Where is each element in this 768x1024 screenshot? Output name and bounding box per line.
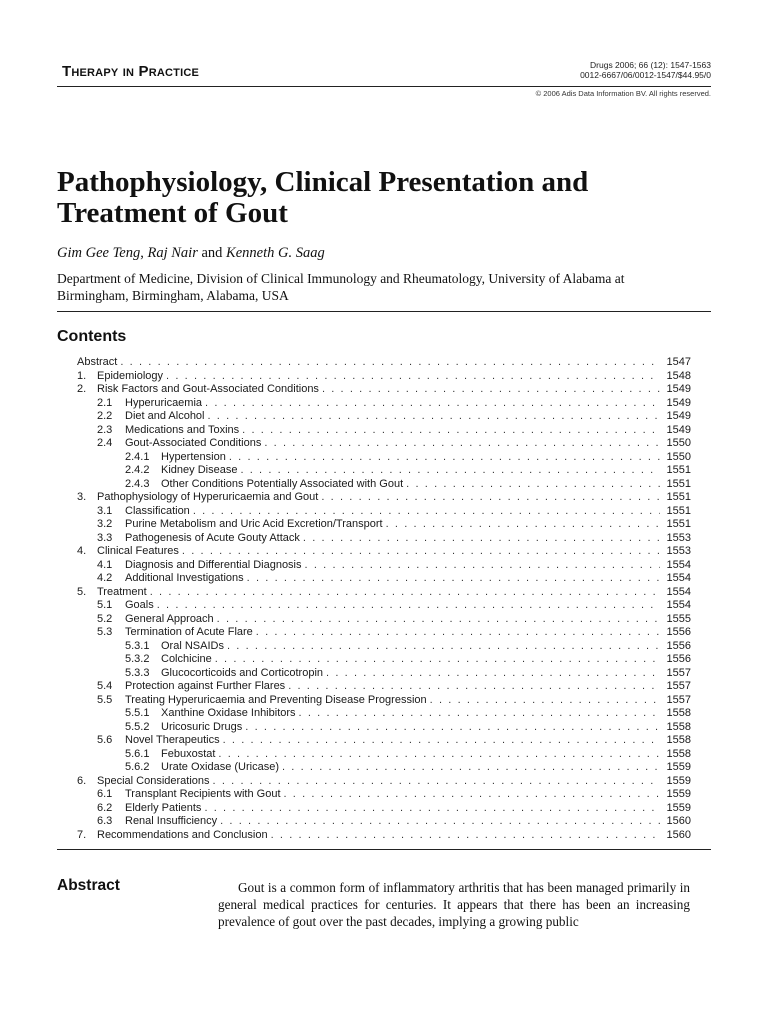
toc-entry[interactable] — [57, 383, 691, 397]
toc-entry-title: Hypertension — [161, 450, 226, 463]
toc-entry-title: Diet and Alcohol — [125, 410, 205, 422]
toc-entry-title: Special Considerations — [97, 774, 210, 787]
toc-entry-number: 5.5.1 — [125, 707, 150, 719]
author-affiliation: Department of Medicine, Division of Clinical Immunology and Rheumatology, University of Alabama at Birmingham, Birmingham, Alabama, USA — [57, 271, 625, 303]
toc-dot-leader — [322, 383, 660, 397]
toc-entry-page: 1559 — [666, 774, 691, 787]
toc-entry[interactable] — [57, 788, 691, 802]
toc-entry-title: Epidemiology — [97, 369, 164, 382]
toc-entry-page: 1558 — [666, 734, 691, 746]
toc-entry-title: Diagnosis and Differential Diagnosis — [125, 558, 302, 571]
toc-entry[interactable] — [57, 667, 691, 681]
toc-dot-leader — [166, 370, 660, 384]
toc-dot-leader — [242, 424, 660, 438]
toc-entry-title: Medications and Toxins — [125, 423, 240, 436]
toc-entry-page: 1560 — [666, 828, 691, 841]
toc-entry-number: 5.5 — [97, 693, 113, 706]
toc-entry-page: 1559 — [666, 788, 691, 800]
toc-entry-title: General Approach — [125, 612, 214, 625]
toc-entry[interactable] — [57, 532, 691, 546]
toc-dot-leader — [430, 694, 660, 708]
toc-entry-title: Xanthine Oxidase Inhibitors — [161, 707, 296, 719]
toc-entry[interactable] — [57, 734, 691, 748]
toc-entry[interactable] — [57, 370, 691, 384]
toc-entry[interactable] — [57, 518, 691, 532]
toc-entry[interactable] — [57, 815, 691, 829]
author-list — [57, 245, 325, 262]
toc-entry-title: Purine Metabolism and Uric Acid Excretion/Transport — [125, 518, 383, 530]
toc-entry-title: Additional Investigations — [125, 572, 244, 584]
toc-entry-title: Goals — [125, 599, 154, 611]
toc-entry[interactable] — [57, 653, 691, 667]
toc-dot-leader — [305, 559, 660, 573]
toc-dot-leader — [213, 775, 660, 789]
toc-dot-leader — [182, 545, 660, 559]
toc-entry-title: Hyperuricaemia — [125, 396, 203, 409]
toc-entry-number: 5.4 — [97, 680, 113, 692]
toc-dot-leader — [208, 410, 661, 424]
toc-dot-leader — [271, 829, 660, 843]
toc-entry-number: 4.2 — [97, 572, 113, 584]
toc-dot-leader — [204, 802, 660, 816]
toc-entry-number: 5.1 — [97, 599, 113, 611]
toc-entry-number: 4.1 — [97, 558, 113, 571]
toc-entry[interactable] — [57, 545, 691, 559]
toc-entry[interactable] — [57, 356, 691, 370]
section-label: Therapy in Practice — [62, 63, 200, 80]
toc-dot-leader — [284, 788, 661, 802]
toc-entry[interactable] — [57, 775, 691, 789]
toc-entry-number: 2.3 — [97, 423, 113, 436]
toc-entry[interactable] — [57, 491, 691, 505]
toc-entry[interactable] — [57, 397, 691, 411]
toc-entry-page: 1551 — [666, 464, 691, 476]
toc-entry-title: Oral NSAIDs — [161, 639, 224, 652]
toc-entry-page: 1557 — [666, 666, 691, 679]
author-name: Gim Gee Teng — [57, 245, 141, 261]
toc-dot-leader — [326, 667, 660, 681]
toc-entry-page: 1553 — [666, 531, 691, 544]
toc-dot-leader — [215, 653, 660, 667]
toc-entry[interactable] — [57, 680, 691, 694]
author-name: Kenneth G. Saag — [226, 245, 325, 261]
table-of-contents — [57, 356, 691, 842]
toc-entry[interactable] — [57, 761, 691, 775]
toc-entry-number: 3.1 — [97, 504, 113, 517]
toc-entry-title: Febuxostat — [161, 747, 216, 760]
toc-entry-number: 6.1 — [97, 788, 113, 800]
toc-entry-page: 1557 — [666, 680, 691, 692]
toc-entry-page: 1558 — [666, 747, 691, 760]
toc-entry-page: 1556 — [666, 653, 691, 665]
journal-info — [580, 60, 711, 80]
toc-dot-leader — [282, 761, 660, 775]
toc-entry[interactable] — [57, 613, 691, 627]
toc-entry-page: 1558 — [666, 720, 691, 733]
toc-entry-number: 5.3.1 — [125, 639, 150, 652]
toc-entry-number: 2. — [77, 383, 87, 395]
toc-dot-leader — [264, 437, 660, 451]
toc-entry-number: 2.1 — [97, 396, 113, 409]
toc-dot-leader — [386, 518, 660, 532]
toc-entry[interactable] — [57, 694, 691, 708]
toc-entry-title: Uricosuric Drugs — [161, 720, 243, 733]
toc-entry-page: 1551 — [666, 518, 691, 530]
toc-dot-leader — [227, 640, 660, 654]
toc-entry-number: 5. — [77, 585, 87, 598]
contents-heading: Contents — [57, 328, 127, 345]
toc-entry-title: Recommendations and Conclusion — [97, 828, 268, 841]
toc-entry[interactable] — [57, 424, 691, 438]
toc-entry[interactable] — [57, 437, 691, 451]
toc-entry-title: Protection against Further Flares — [125, 680, 286, 692]
toc-entry-page: 1554 — [666, 558, 691, 571]
toc-entry-page: 1549 — [666, 423, 691, 436]
toc-entry-page: 1554 — [666, 599, 691, 611]
toc-entry-page: 1553 — [666, 545, 691, 557]
toc-dot-leader — [205, 397, 660, 411]
journal-citation: Drugs 2006; 66 (12): 1547-1563 — [590, 60, 711, 70]
toc-entry-number: 5.3.3 — [125, 666, 150, 679]
toc-entry-page: 1549 — [666, 383, 691, 395]
toc-entry-number: 2.4.3 — [125, 477, 150, 490]
toc-entry-title: Treatment — [97, 585, 147, 598]
toc-entry-page: 1557 — [666, 693, 691, 706]
abstract-heading: Abstract — [57, 877, 120, 894]
toc-entry-title: Abstract — [77, 356, 118, 368]
toc-entry[interactable] — [57, 748, 691, 762]
toc-entry-page: 1556 — [666, 639, 691, 652]
copyright-notice: © 2006 Adis Data Information BV. All rights reserved. — [535, 89, 711, 98]
toc-entry-number: 6.2 — [97, 801, 113, 814]
toc-entry-title: Classification — [125, 504, 190, 517]
toc-entry-number: 5.6.1 — [125, 747, 150, 760]
toc-entry-number: 1. — [77, 369, 87, 382]
toc-entry-number: 2.4 — [97, 437, 113, 449]
toc-entry-page: 1559 — [666, 761, 691, 773]
toc-entry[interactable] — [57, 707, 691, 721]
toc-dot-leader — [150, 586, 660, 600]
toc-entry-page: 1550 — [666, 437, 691, 449]
toc-entry-title: Other Conditions Potentially Associated with Gout — [161, 477, 404, 490]
toc-entry-page: 1555 — [666, 612, 691, 625]
toc-dot-leader — [193, 505, 660, 519]
toc-entry-title: Pathogenesis of Acute Gouty Attack — [125, 531, 300, 544]
toc-entry-page: 1549 — [666, 410, 691, 422]
toc-entry[interactable] — [57, 572, 691, 586]
toc-entry-page: 1549 — [666, 396, 691, 409]
toc-dot-leader — [120, 356, 660, 370]
toc-dot-leader — [247, 572, 660, 586]
toc-entry-page: 1559 — [666, 801, 691, 814]
toc-dot-leader — [240, 464, 660, 478]
toc-dot-leader — [157, 599, 660, 613]
toc-dot-leader — [223, 734, 660, 748]
toc-entry-number: 3. — [77, 491, 87, 503]
toc-entry-number: 6. — [77, 774, 87, 787]
toc-entry-number: 7. — [77, 828, 87, 841]
journal-issn: 0012-6667/06/0012-1547/$44.95/0 — [580, 70, 711, 80]
toc-entry[interactable] — [57, 802, 691, 816]
toc-dot-leader — [321, 491, 660, 505]
toc-entry-title: Renal Insufficiency — [125, 815, 218, 827]
toc-dot-leader — [229, 451, 660, 465]
article-title: Pathophysiology, Clinical Presentation and Treatment of Gout — [57, 166, 589, 229]
toc-entry-number: 2.2 — [97, 410, 113, 422]
toc-entry[interactable] — [57, 505, 691, 519]
toc-entry-title: Elderly Patients — [125, 801, 202, 814]
toc-dot-leader — [303, 532, 660, 546]
toc-entry[interactable] — [57, 721, 691, 735]
toc-entry-page: 1558 — [666, 707, 691, 719]
toc-entry[interactable] — [57, 586, 691, 600]
toc-entry-page: 1551 — [666, 504, 691, 517]
author-separator: , — [140, 245, 148, 261]
author-connector: and — [201, 245, 223, 261]
toc-entry[interactable] — [57, 626, 691, 640]
toc-entry-page: 1550 — [666, 450, 691, 463]
toc-entry[interactable] — [57, 599, 691, 613]
author-name: Raj Nair — [147, 245, 198, 261]
toc-entry-page: 1551 — [666, 491, 691, 503]
toc-entry-number: 5.6.2 — [125, 761, 150, 773]
toc-entry[interactable] — [57, 559, 691, 573]
toc-entry-title: Transplant Recipients with Gout — [125, 788, 281, 800]
toc-entry-page: 1560 — [666, 815, 691, 827]
header-rule — [57, 86, 711, 87]
toc-entry-number: 3.2 — [97, 518, 113, 530]
toc-entry[interactable] — [57, 410, 691, 424]
toc-entry-title: Clinical Features — [97, 545, 179, 557]
toc-entry-number: 2.4.2 — [125, 464, 150, 476]
contents-rule — [57, 849, 711, 850]
toc-entry-title: Colchicine — [161, 653, 212, 665]
toc-dot-leader — [245, 721, 660, 735]
toc-entry-number: 5.2 — [97, 612, 113, 625]
toc-entry-title: Urate Oxidase (Uricase) — [161, 761, 279, 773]
toc-entry-title: Novel Therapeutics — [125, 734, 220, 746]
toc-dot-leader — [288, 680, 660, 694]
toc-entry-number: 4. — [77, 545, 87, 557]
toc-entry-title: Risk Factors and Gout-Associated Conditions — [97, 383, 319, 395]
toc-entry[interactable] — [57, 464, 691, 478]
toc-entry[interactable] — [57, 451, 691, 465]
toc-entry-page: 1547 — [666, 356, 691, 368]
title-rule — [57, 311, 711, 312]
toc-dot-leader — [217, 613, 660, 627]
toc-entry-number: 5.3 — [97, 626, 113, 638]
toc-entry[interactable] — [57, 640, 691, 654]
abstract-text: Gout is a common form of inflammatory arthritis that has been managed primarily in general medical practices for centuries. It appears that there has been an increasing prevalence of gout over the past decades, implying a growing public — [218, 880, 690, 929]
toc-entry-page: 1554 — [666, 585, 691, 598]
toc-entry-title: Treating Hyperuricaemia and Preventing Disease Progression — [125, 693, 427, 706]
toc-entry-title: Gout-Associated Conditions — [125, 437, 262, 449]
toc-dot-leader — [256, 626, 660, 640]
toc-entry-title: Kidney Disease — [161, 464, 238, 476]
toc-dot-leader — [299, 707, 660, 721]
toc-entry-number: 5.5.2 — [125, 720, 150, 733]
toc-entry-number: 2.4.1 — [125, 450, 150, 463]
toc-entry[interactable] — [57, 478, 691, 492]
toc-entry-title: Glucocorticoids and Corticotropin — [161, 666, 324, 679]
toc-entry-number: 6.3 — [97, 815, 113, 827]
toc-entry[interactable] — [57, 829, 691, 843]
toc-entry-number: 3.3 — [97, 531, 113, 544]
toc-dot-leader — [218, 748, 660, 762]
toc-entry-page: 1548 — [666, 369, 691, 382]
toc-entry-number: 5.3.2 — [125, 653, 150, 665]
toc-entry-title: Pathophysiology of Hyperuricaemia and Gout — [97, 491, 319, 503]
toc-entry-title: Termination of Acute Flare — [125, 626, 253, 638]
toc-entry-page: 1556 — [666, 626, 691, 638]
toc-entry-page: 1551 — [666, 477, 691, 490]
toc-entry-number: 5.6 — [97, 734, 113, 746]
toc-dot-leader — [220, 815, 660, 829]
toc-dot-leader — [406, 478, 660, 492]
toc-entry-page: 1554 — [666, 572, 691, 584]
